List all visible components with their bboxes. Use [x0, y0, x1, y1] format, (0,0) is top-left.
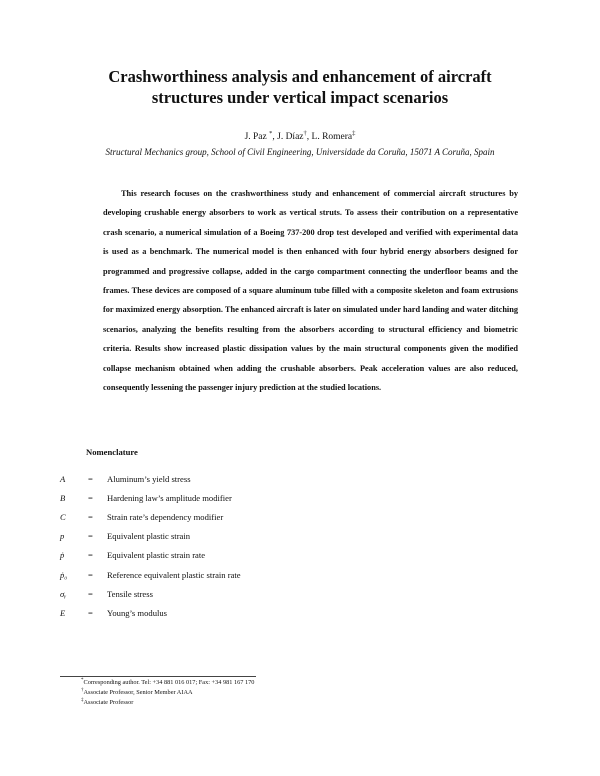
nomenclature-equals: =: [88, 512, 93, 522]
footnote-affiliation-2: [81, 698, 133, 707]
nomenclature-symbol: σᵧ: [60, 589, 67, 599]
footnote-mark: †: [81, 687, 84, 693]
nomenclature-equals: =: [88, 589, 93, 599]
author-name: J. Díaz: [277, 132, 304, 142]
footnote-corresponding: [81, 678, 254, 687]
footnote-text: Associate Professor: [83, 699, 134, 706]
nomenclature-description: Tensile stress: [107, 589, 153, 599]
nomenclature-equals: =: [88, 531, 93, 541]
nomenclature-equals: =: [88, 550, 93, 560]
footnote-affiliation-1: [81, 688, 193, 697]
nomenclature-description: Young’s modulus: [107, 608, 168, 618]
paper-title: [60, 66, 540, 108]
footnote-mark: ‡: [81, 697, 84, 703]
author-list: J. Paz *, J. Díaz†, L. Romera‡: [244, 129, 356, 142]
nomenclature-description: Equivalent plastic strain rate: [107, 550, 206, 560]
affiliation: Structural Mechanics group, School of Civil Engineering, Universidade da Coruña, 15071 A Coruña, Spain: [105, 147, 495, 157]
author-mark: ‡: [352, 129, 356, 137]
nomenclature-symbol: C: [60, 512, 66, 522]
nomenclature-description: Aluminum’s yield stress: [107, 474, 191, 484]
nomenclature-description: Hardening law’s amplitude modifier: [107, 493, 232, 503]
nomenclature-description: Reference equivalent plastic strain rate: [107, 570, 241, 580]
author-name: J. Paz: [244, 132, 267, 142]
footnote-mark: *: [81, 677, 84, 683]
nomenclature-equals: =: [88, 570, 93, 580]
nomenclature-equals: =: [88, 608, 93, 618]
author-mark: *: [269, 129, 273, 137]
title-line-1: Crashworthiness analysis and enhancement of aircraft: [108, 67, 492, 86]
nomenclature-symbol: ṗ: [60, 550, 65, 560]
nomenclature-symbol: p: [60, 531, 65, 541]
nomenclature-equals: =: [88, 493, 93, 503]
footnote-text: Associate Professor, Senior Member AIAA: [83, 689, 193, 696]
nomenclature-equals: =: [88, 474, 93, 484]
abstract: This research focuses on the crashworthiness study and enhancement of commercial aircraft structures by developing crushable energy absorbers to work as vertical struts. To assess their contribution on a representative crash scenario, a numerical simulation of a Boeing 737-200 drop test developed and verified with experimental data is used as a benchmark. The numerical model is then enhanced with four hybrid energy absorbers designed for programmed and progressive collapse, added in the cargo compartment connecting the underfloor beams and the frames. These devices are composed of a square aluminum tube filled with a composite skeleton and foam extrusions for maximized energy absorption. The enhanced aircraft is later on simulated under hard landing and water ditching scenarios, analyzing the benefits resulting from the absorbers according to structural efficiency and biometric criteria. Results show increased plastic dissipation values by the main structural components given the modified collapse mechanism obtained when adding the crushable absorbers. Peak acceleration values are also reduced, consequently lessening the passenger injury prediction at the studied locations.: [103, 189, 518, 393]
nomenclature-symbol: A: [60, 474, 66, 484]
nomenclature-description: Strain rate’s dependency modifier: [107, 512, 224, 522]
footnote-divider: [60, 676, 256, 677]
nomenclature-symbol: ṗ₀: [60, 570, 68, 580]
title-line-2: structures under vertical impact scenarios: [151, 88, 449, 107]
nomenclature-description: Equivalent plastic strain: [107, 531, 191, 541]
nomenclature-heading: Nomenclature: [86, 447, 138, 457]
nomenclature-symbol: E: [60, 608, 66, 618]
author-mark: †: [303, 129, 307, 137]
footnote-text: Corresponding author. Tel: +34 881 016 017; Fax: +34 981 167 170: [83, 679, 255, 686]
nomenclature-symbol: B: [60, 493, 66, 503]
author-name: L. Romera: [311, 132, 353, 142]
